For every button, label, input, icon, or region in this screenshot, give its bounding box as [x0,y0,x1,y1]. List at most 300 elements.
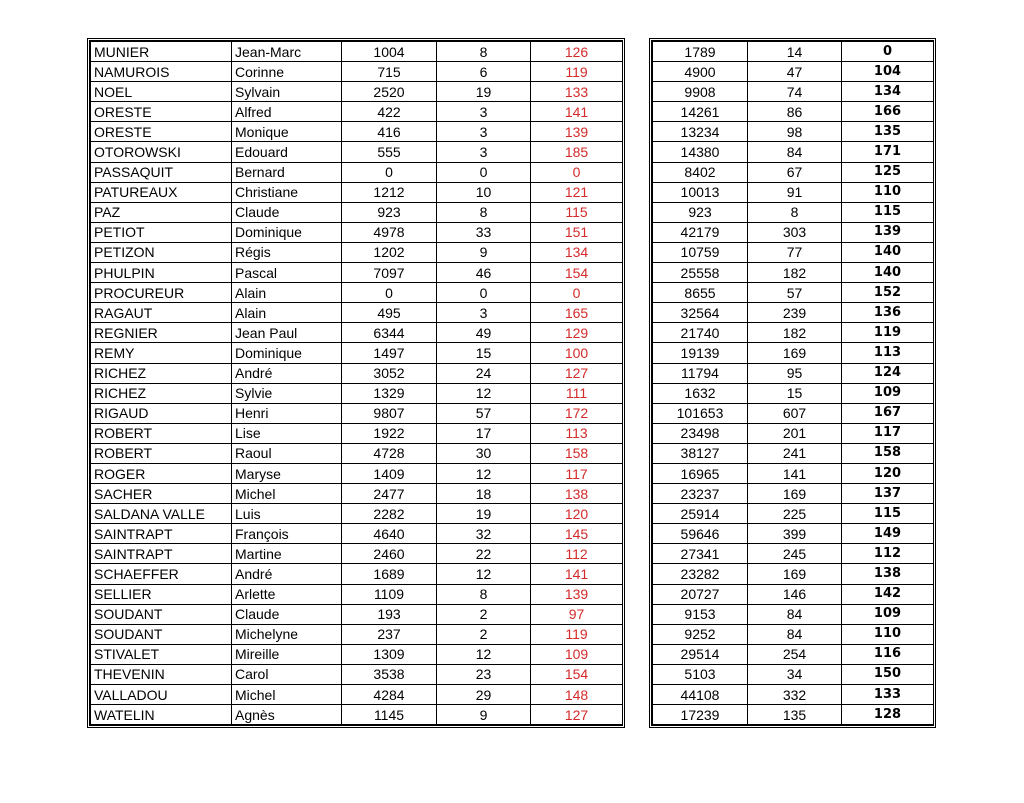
games-cell: 8 [437,584,531,604]
first-name-cell: Claude [232,202,342,222]
total-points-cell: 38127 [653,443,748,463]
last-name-cell: SOUDANT [91,604,232,624]
total-average-cell: 139 [842,222,934,242]
average-cell: 154 [531,263,623,283]
table-row [91,102,623,122]
last-name-cell: SAINTRAPT [91,544,232,564]
table-row [653,323,934,343]
first-name-cell: Henri [232,403,342,423]
total-average-cell: 115 [842,504,934,524]
total-points-cell: 1789 [653,42,748,62]
points-cell: 9807 [342,403,437,423]
average-cell: 109 [531,644,623,664]
last-name-cell: PASSAQUIT [91,162,232,182]
average-cell: 134 [531,242,623,262]
right-table-body [653,42,934,725]
average-cell: 126 [531,42,623,62]
table-row [91,182,623,202]
table-row [653,624,934,644]
table-row [653,62,934,82]
points-cell: 193 [342,604,437,624]
table-row [91,504,623,524]
points-cell: 1109 [342,584,437,604]
last-name-cell: NOEL [91,82,232,102]
average-cell: 0 [531,162,623,182]
last-name-cell: RIGAUD [91,403,232,423]
left-score-table [87,38,625,728]
points-cell: 923 [342,202,437,222]
total-average-cell: 142 [842,584,934,604]
average-cell: 133 [531,82,623,102]
total-points-cell: 13234 [653,122,748,142]
table-row [91,484,623,504]
total-average-cell: 149 [842,524,934,544]
total-points-cell: 8655 [653,283,748,303]
games-cell: 49 [437,323,531,343]
table-row [653,664,934,684]
games-cell: 2 [437,624,531,644]
points-cell: 1329 [342,383,437,403]
first-name-cell: Christiane [232,182,342,202]
last-name-cell: SELLIER [91,584,232,604]
total-average-cell: 152 [842,283,934,303]
first-name-cell: André [232,363,342,383]
table-row [91,403,623,423]
table-row [653,685,934,705]
total-games-cell: 86 [748,102,842,122]
total-points-cell: 42179 [653,222,748,242]
points-cell: 0 [342,283,437,303]
games-cell: 2 [437,604,531,624]
points-cell: 3052 [342,363,437,383]
games-cell: 29 [437,685,531,705]
total-average-cell: 158 [842,443,934,463]
points-cell: 4284 [342,685,437,705]
total-average-cell: 125 [842,162,934,182]
last-name-cell: ROGER [91,463,232,483]
average-cell: 141 [531,102,623,122]
points-cell: 1309 [342,644,437,664]
total-average-cell: 117 [842,423,934,443]
games-cell: 0 [437,283,531,303]
table-row [91,564,623,584]
games-cell: 10 [437,182,531,202]
table-row [91,363,623,383]
total-points-cell: 5103 [653,664,748,684]
average-cell: 100 [531,343,623,363]
average-cell: 127 [531,705,623,725]
last-name-cell: ORESTE [91,122,232,142]
total-points-cell: 17239 [653,705,748,725]
table-row [653,564,934,584]
table-row [91,383,623,403]
average-cell: 148 [531,685,623,705]
first-name-cell: Maryse [232,463,342,483]
total-average-cell: 128 [842,705,934,725]
last-name-cell: PATUREAUX [91,182,232,202]
points-cell: 1409 [342,463,437,483]
average-cell: 172 [531,403,623,423]
first-name-cell: Luis [232,504,342,524]
average-cell: 115 [531,202,623,222]
total-games-cell: 8 [748,202,842,222]
first-name-cell: Alain [232,283,342,303]
total-games-cell: 74 [748,82,842,102]
points-cell: 4728 [342,443,437,463]
games-cell: 9 [437,705,531,725]
last-name-cell: RICHEZ [91,363,232,383]
total-games-cell: 146 [748,584,842,604]
total-points-cell: 19139 [653,343,748,363]
points-cell: 7097 [342,263,437,283]
games-cell: 15 [437,343,531,363]
average-cell: 165 [531,303,623,323]
games-cell: 32 [437,524,531,544]
total-games-cell: 77 [748,242,842,262]
games-cell: 30 [437,443,531,463]
first-name-cell: Jean-Marc [232,42,342,62]
average-cell: 97 [531,604,623,624]
first-name-cell: Mireille [232,644,342,664]
points-cell: 237 [342,624,437,644]
total-points-cell: 16965 [653,463,748,483]
total-average-cell: 140 [842,263,934,283]
last-name-cell: PETIOT [91,222,232,242]
table-row [91,544,623,564]
total-average-cell: 167 [842,403,934,423]
table-row [91,242,623,262]
points-cell: 422 [342,102,437,122]
games-cell: 22 [437,544,531,564]
table-row [91,524,623,544]
games-cell: 17 [437,423,531,443]
last-name-cell: OTOROWSKI [91,142,232,162]
points-cell: 416 [342,122,437,142]
last-name-cell: PHULPIN [91,263,232,283]
last-name-cell: SOUDANT [91,624,232,644]
table-row [653,584,934,604]
total-games-cell: 57 [748,283,842,303]
average-cell: 185 [531,142,623,162]
first-name-cell: Corinne [232,62,342,82]
table-row [653,263,934,283]
average-cell: 145 [531,524,623,544]
total-games-cell: 303 [748,222,842,242]
total-average-cell: 137 [842,484,934,504]
total-points-cell: 4900 [653,62,748,82]
points-cell: 2520 [342,82,437,102]
total-average-cell: 116 [842,644,934,664]
total-average-cell: 0 [842,42,934,62]
table-row [653,423,934,443]
total-games-cell: 241 [748,443,842,463]
table-row [91,42,623,62]
total-games-cell: 141 [748,463,842,483]
table-row [91,705,623,725]
total-games-cell: 169 [748,564,842,584]
average-cell: 138 [531,484,623,504]
first-name-cell: François [232,524,342,544]
total-games-cell: 95 [748,363,842,383]
total-games-cell: 239 [748,303,842,323]
last-name-cell: PROCUREUR [91,283,232,303]
first-name-cell: André [232,564,342,584]
total-average-cell: 104 [842,62,934,82]
first-name-cell: Carol [232,664,342,684]
total-points-cell: 9153 [653,604,748,624]
points-cell: 1145 [342,705,437,725]
table-row [653,403,934,423]
total-games-cell: 182 [748,263,842,283]
table-row [91,463,623,483]
total-points-cell: 32564 [653,303,748,323]
last-name-cell: VALLADOU [91,685,232,705]
table-row [653,102,934,122]
last-name-cell: SALDANA VALLE [91,504,232,524]
points-cell: 0 [342,162,437,182]
first-name-cell: Pascal [232,263,342,283]
games-cell: 3 [437,102,531,122]
games-cell: 8 [437,202,531,222]
average-cell: 112 [531,544,623,564]
table-row [91,263,623,283]
table-row [91,62,623,82]
table-row [91,443,623,463]
games-cell: 12 [437,463,531,483]
average-cell: 119 [531,62,623,82]
games-cell: 6 [437,62,531,82]
total-games-cell: 225 [748,504,842,524]
total-points-cell: 1632 [653,383,748,403]
table-row [91,664,623,684]
left-table-body [91,42,623,725]
total-average-cell: 136 [842,303,934,323]
total-points-cell: 14261 [653,102,748,122]
points-cell: 2460 [342,544,437,564]
last-name-cell: NAMUROIS [91,62,232,82]
total-points-cell: 21740 [653,323,748,343]
total-average-cell: 110 [842,624,934,644]
table-row [653,142,934,162]
total-games-cell: 14 [748,42,842,62]
total-games-cell: 135 [748,705,842,725]
points-cell: 1922 [342,423,437,443]
total-average-cell: 119 [842,323,934,343]
average-cell: 151 [531,222,623,242]
last-name-cell: SCHAEFFER [91,564,232,584]
table-row [91,624,623,644]
first-name-cell: Arlette [232,584,342,604]
last-name-cell: ROBERT [91,443,232,463]
first-name-cell: Agnès [232,705,342,725]
table-row [91,685,623,705]
average-cell: 119 [531,624,623,644]
games-cell: 19 [437,82,531,102]
points-cell: 1212 [342,182,437,202]
table-row [653,202,934,222]
total-average-cell: 113 [842,343,934,363]
table-row [653,484,934,504]
total-games-cell: 84 [748,624,842,644]
games-cell: 19 [437,504,531,524]
points-cell: 4640 [342,524,437,544]
table-row [653,644,934,664]
last-name-cell: SACHER [91,484,232,504]
total-games-cell: 245 [748,544,842,564]
table-row [91,162,623,182]
first-name-cell: Edouard [232,142,342,162]
total-games-cell: 254 [748,644,842,664]
total-points-cell: 14380 [653,142,748,162]
average-cell: 121 [531,182,623,202]
total-average-cell: 133 [842,685,934,705]
table-row [91,323,623,343]
table-row [653,363,934,383]
games-cell: 33 [437,222,531,242]
right-score-table [649,38,936,728]
last-name-cell: WATELIN [91,705,232,725]
table-row [91,202,623,222]
points-cell: 2282 [342,504,437,524]
average-cell: 127 [531,363,623,383]
total-points-cell: 29514 [653,644,748,664]
total-games-cell: 84 [748,604,842,624]
last-name-cell: STIVALET [91,644,232,664]
first-name-cell: Bernard [232,162,342,182]
points-cell: 1689 [342,564,437,584]
games-cell: 0 [437,162,531,182]
average-cell: 113 [531,423,623,443]
total-points-cell: 59646 [653,524,748,544]
total-points-cell: 44108 [653,685,748,705]
table-row [91,644,623,664]
table-row [91,303,623,323]
games-cell: 8 [437,42,531,62]
table-row [653,383,934,403]
games-cell: 12 [437,383,531,403]
total-average-cell: 115 [842,202,934,222]
average-cell: 158 [531,443,623,463]
total-games-cell: 332 [748,685,842,705]
total-average-cell: 135 [842,122,934,142]
total-average-cell: 109 [842,383,934,403]
points-cell: 6344 [342,323,437,343]
total-points-cell: 23498 [653,423,748,443]
last-name-cell: REMY [91,343,232,363]
total-games-cell: 47 [748,62,842,82]
total-points-cell: 25914 [653,504,748,524]
average-cell: 141 [531,564,623,584]
first-name-cell: Michelyne [232,624,342,644]
total-average-cell: 109 [842,604,934,624]
table-row [91,82,623,102]
games-cell: 23 [437,664,531,684]
table-row [91,142,623,162]
games-cell: 9 [437,242,531,262]
total-games-cell: 84 [748,142,842,162]
average-cell: 0 [531,283,623,303]
table-row [653,443,934,463]
table-row [653,463,934,483]
points-cell: 2477 [342,484,437,504]
first-name-cell: Michel [232,685,342,705]
points-cell: 495 [342,303,437,323]
last-name-cell: PETIZON [91,242,232,262]
first-name-cell: Alfred [232,102,342,122]
table-row [653,504,934,524]
total-points-cell: 10013 [653,182,748,202]
total-points-cell: 10759 [653,242,748,262]
first-name-cell: Sylvie [232,383,342,403]
total-average-cell: 140 [842,242,934,262]
games-cell: 18 [437,484,531,504]
table-row [653,283,934,303]
total-games-cell: 34 [748,664,842,684]
last-name-cell: THEVENIN [91,664,232,684]
first-name-cell: Martine [232,544,342,564]
total-points-cell: 23282 [653,564,748,584]
total-average-cell: 171 [842,142,934,162]
points-cell: 715 [342,62,437,82]
points-cell: 1497 [342,343,437,363]
table-row [653,303,934,323]
total-games-cell: 399 [748,524,842,544]
total-points-cell: 101653 [653,403,748,423]
total-average-cell: 150 [842,664,934,684]
total-games-cell: 182 [748,323,842,343]
table-row [653,242,934,262]
games-cell: 24 [437,363,531,383]
total-average-cell: 138 [842,564,934,584]
total-points-cell: 9908 [653,82,748,102]
first-name-cell: Claude [232,604,342,624]
table-row [91,283,623,303]
total-points-cell: 9252 [653,624,748,644]
total-games-cell: 98 [748,122,842,142]
total-games-cell: 15 [748,383,842,403]
first-name-cell: Jean Paul [232,323,342,343]
first-name-cell: Dominique [232,222,342,242]
points-cell: 1202 [342,242,437,262]
last-name-cell: ROBERT [91,423,232,443]
points-cell: 555 [342,142,437,162]
table-row [653,122,934,142]
games-cell: 12 [437,564,531,584]
table-row [91,343,623,363]
average-cell: 117 [531,463,623,483]
table-row [653,222,934,242]
total-points-cell: 20727 [653,584,748,604]
average-cell: 111 [531,383,623,403]
average-cell: 139 [531,122,623,142]
table-row [91,122,623,142]
total-points-cell: 11794 [653,363,748,383]
points-cell: 1004 [342,42,437,62]
total-points-cell: 27341 [653,544,748,564]
first-name-cell: Alain [232,303,342,323]
table-row [653,182,934,202]
last-name-cell: REGNIER [91,323,232,343]
table-row [653,343,934,363]
total-games-cell: 91 [748,182,842,202]
total-points-cell: 23237 [653,484,748,504]
total-average-cell: 120 [842,463,934,483]
table-row [653,524,934,544]
table-row [91,604,623,624]
last-name-cell: RICHEZ [91,383,232,403]
last-name-cell: PAZ [91,202,232,222]
average-cell: 129 [531,323,623,343]
